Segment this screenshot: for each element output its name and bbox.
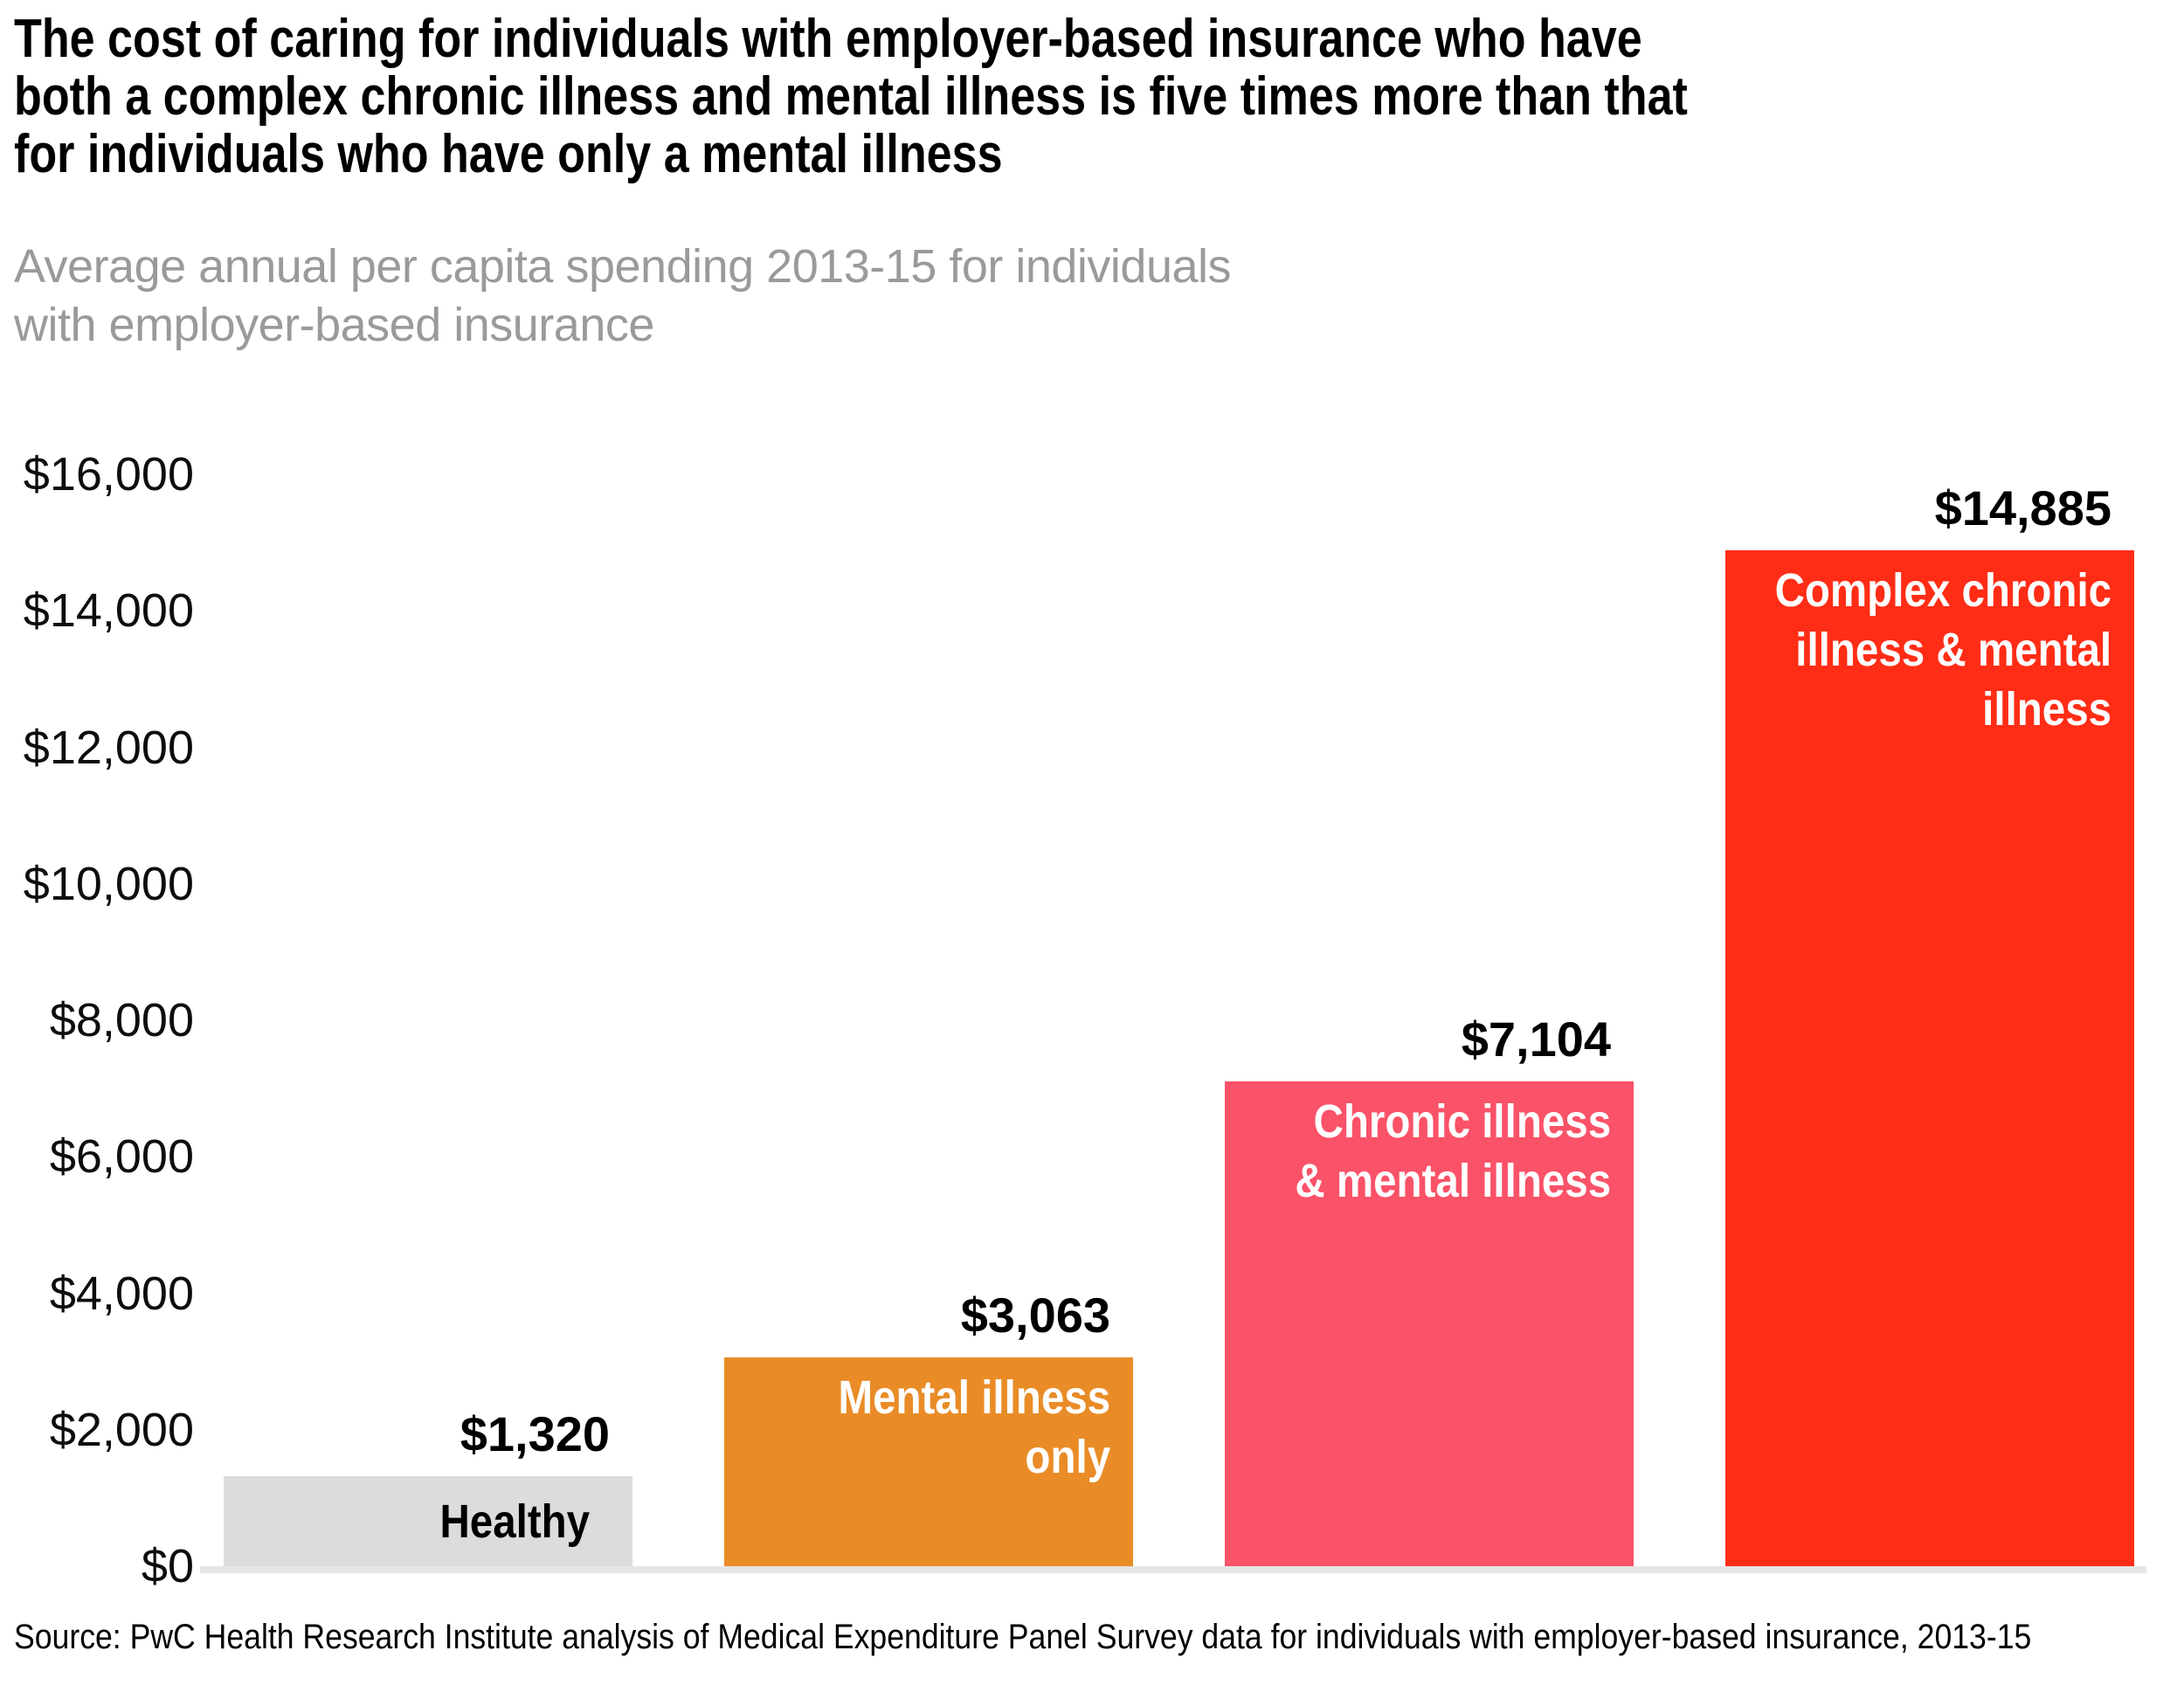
bar-value-label: $3,063 [960, 1288, 1110, 1343]
bar-value-label: $7,104 [1461, 1012, 1611, 1067]
chart-title-line-2: both a complex chronic illness and mental illness is five times more than that [14, 66, 1688, 127]
bar-category-label: Chronic illness & mental illness [1295, 1095, 1611, 1207]
bar-category-label: Mental illness only [838, 1371, 1110, 1483]
y-tick-label: $0 [141, 1540, 194, 1592]
y-tick-label: $2,000 [49, 1403, 194, 1456]
source-note: Source: PwC Health Research Institute analysis of Medical Expenditure Panel Survey data for individuals with employer-based insurance, 2013-15 [14, 1618, 2032, 1656]
x-axis-line [200, 1566, 2146, 1573]
bar-column [224, 0, 632, 1566]
bar-category-label: Complex chronic illness & mental illness [1774, 564, 2111, 735]
y-tick-label: $10,000 [23, 857, 194, 910]
y-tick-label: $14,000 [23, 584, 194, 638]
chart-subtitle-line-1: Average annual per capita spending 2013-15 for individuals [14, 240, 1232, 293]
y-tick-label: $6,000 [49, 1130, 194, 1184]
y-tick-label: $8,000 [49, 994, 194, 1046]
bar-column [1725, 0, 2134, 1566]
chart-title-line-3: for individuals who have only a mental illness [14, 124, 1003, 184]
y-tick-label: $12,000 [23, 721, 194, 774]
bar-column [1225, 0, 1634, 1566]
chart-title-line-1: The cost of caring for individuals with employer-based insurance who have [14, 9, 1642, 69]
bar-value-label: $1,320 [460, 1406, 610, 1461]
bar-category-label: Healthy [439, 1495, 591, 1548]
chart-subtitle-line-2: with employer-based insurance [14, 299, 654, 351]
bar-column [724, 0, 1133, 1566]
bar-value-label: $14,885 [1934, 480, 2111, 535]
y-tick-label: $16,000 [23, 448, 194, 501]
y-tick-label: $4,000 [49, 1267, 194, 1320]
